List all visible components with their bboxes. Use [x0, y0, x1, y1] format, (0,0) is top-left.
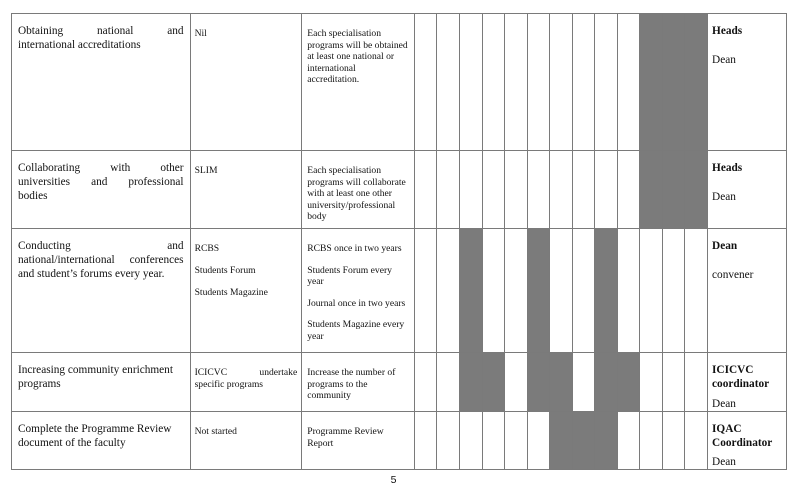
table-row	[12, 353, 787, 412]
timeline-cell	[482, 14, 505, 151]
table-row	[12, 229, 787, 353]
timeline-cell-filled	[662, 14, 685, 151]
activity-cell	[12, 14, 191, 151]
baseline-text: Not started	[194, 426, 237, 437]
timeline-cell	[437, 412, 460, 470]
baseline-cell	[190, 229, 302, 353]
responsible-cell	[708, 353, 787, 412]
timeline-cell	[617, 14, 640, 151]
table-row	[12, 151, 787, 229]
baseline-cell	[190, 14, 302, 151]
timeline-cell-filled	[595, 353, 618, 412]
timeline-cell	[527, 151, 550, 229]
timeline-cell	[437, 353, 460, 412]
kpi-cell	[302, 412, 415, 470]
timeline-cell-filled	[572, 412, 595, 470]
timeline-cell	[550, 229, 573, 353]
kpi-cell	[302, 14, 415, 151]
timeline-cell	[460, 412, 483, 470]
timeline-cell	[437, 229, 460, 353]
timeline-cell	[414, 229, 437, 353]
kpi-text: Each specialisation programs will collaborate with at least one other university/professional body	[307, 165, 406, 222]
timeline-cell-filled	[640, 14, 663, 151]
timeline-cell-filled	[460, 353, 483, 412]
baseline-text: specific programs	[194, 379, 264, 390]
responsible-lead: IQAC Coordinator	[712, 423, 773, 449]
timeline-cell	[572, 353, 595, 412]
baseline-text: RCBS	[194, 243, 220, 254]
timeline-cell-filled	[550, 412, 573, 470]
baseline-cell	[190, 353, 302, 412]
timeline-cell	[572, 229, 595, 353]
activity-cell	[12, 412, 191, 470]
activity-text: bodies	[18, 190, 48, 202]
action-plan-table	[11, 13, 787, 470]
responsible-support: Dean	[712, 54, 736, 66]
timeline-cell-filled	[595, 229, 618, 353]
activity-text: and student’s forums every year.	[18, 268, 165, 280]
timeline-cell	[685, 353, 708, 412]
timeline-cell-filled	[527, 229, 550, 353]
page-number: 5	[390, 474, 397, 486]
kpi-text: Students Magazine every year	[307, 319, 405, 342]
baseline-cell	[190, 151, 302, 229]
activity-text: Complete the Programme Review	[18, 423, 172, 435]
timeline-cell	[662, 353, 685, 412]
timeline-cell	[617, 229, 640, 353]
kpi-cell	[302, 229, 415, 353]
baseline-text: Students Magazine	[194, 287, 268, 298]
baseline-text: SLIM	[194, 165, 218, 176]
kpi-text: Journal once in two years	[307, 297, 406, 309]
timeline-cell-filled	[527, 353, 550, 412]
activity-text: Obtaining national and	[18, 25, 184, 37]
timeline-cell	[617, 151, 640, 229]
responsible-lead: ICICVC coordinator	[712, 364, 770, 390]
timeline-cell	[640, 412, 663, 470]
responsible-support: Dean	[712, 456, 736, 468]
kpi-text: Each specialisation programs will be obtained at least one national or international accreditation.	[307, 28, 408, 85]
timeline-cell-filled	[460, 229, 483, 353]
timeline-cell	[640, 229, 663, 353]
activity-text: document of the faculty	[18, 437, 126, 449]
responsible-cell	[708, 151, 787, 229]
responsible-cell	[708, 229, 787, 353]
timeline-cell	[482, 151, 505, 229]
timeline-cell	[505, 151, 528, 229]
kpi-text: RCBS once in two years	[307, 243, 402, 254]
timeline-cell	[685, 229, 708, 353]
timeline-cell	[505, 353, 528, 412]
timeline-cell	[640, 353, 663, 412]
activity-text: national/international conferences	[18, 254, 184, 266]
timeline-cell	[414, 151, 437, 229]
kpi-cell	[302, 151, 415, 229]
activity-text: Collaborating with other	[18, 162, 184, 174]
activity-text: Increasing community enrichment programs	[18, 364, 173, 390]
timeline-cell	[550, 14, 573, 151]
timeline-cell	[527, 412, 550, 470]
baseline-text: Students Forum	[194, 265, 256, 276]
responsible-cell	[708, 14, 787, 151]
timeline-cell	[527, 14, 550, 151]
activity-text: Conducting and	[18, 240, 184, 252]
timeline-cell	[414, 353, 437, 412]
activity-text: international accreditations	[18, 39, 141, 51]
timeline-cell	[617, 412, 640, 470]
table-row	[12, 14, 787, 151]
timeline-cell	[414, 14, 437, 151]
timeline-cell-filled	[595, 412, 618, 470]
timeline-cell	[572, 14, 595, 151]
kpi-text: Increase the number of programs to the community	[307, 367, 396, 401]
activity-cell	[12, 151, 191, 229]
kpi-cell	[302, 353, 415, 412]
activity-cell	[12, 229, 191, 353]
responsible-support: convener	[712, 269, 754, 281]
timeline-cell-filled	[662, 151, 685, 229]
responsible-lead: Heads	[712, 25, 743, 37]
responsible-support: Dean	[712, 398, 736, 410]
timeline-cell	[572, 151, 595, 229]
timeline-cell	[482, 229, 505, 353]
timeline-cell	[595, 151, 618, 229]
activity-text: universities and professional	[18, 176, 184, 188]
responsible-cell	[708, 412, 787, 470]
timeline-cell-filled	[640, 151, 663, 229]
activity-cell	[12, 353, 191, 412]
timeline-cell-filled	[685, 151, 708, 229]
timeline-cell	[505, 14, 528, 151]
timeline-cell	[550, 151, 573, 229]
responsible-lead: Heads	[712, 162, 743, 174]
kpi-text: Programme Review Report	[307, 426, 384, 449]
timeline-cell-filled	[482, 353, 505, 412]
timeline-cell	[662, 412, 685, 470]
table-row	[12, 412, 787, 470]
timeline-cell-filled	[685, 14, 708, 151]
baseline-text: Nil	[194, 28, 207, 39]
timeline-cell	[414, 412, 437, 470]
timeline-cell	[505, 229, 528, 353]
timeline-cell	[437, 151, 460, 229]
timeline-cell	[595, 14, 618, 151]
kpi-text: Students Forum every year	[307, 264, 392, 287]
responsible-support: Dean	[712, 191, 736, 203]
timeline-cell	[460, 151, 483, 229]
timeline-cell	[505, 412, 528, 470]
timeline-cell	[662, 229, 685, 353]
responsible-lead: Dean	[712, 240, 738, 252]
timeline-cell-filled	[617, 353, 640, 412]
timeline-cell	[482, 412, 505, 470]
timeline-cell	[685, 412, 708, 470]
timeline-cell	[437, 14, 460, 151]
baseline-cell	[190, 412, 302, 470]
timeline-cell	[460, 14, 483, 151]
baseline-text: ICICVC undertake	[194, 367, 298, 378]
timeline-cell-filled	[550, 353, 573, 412]
